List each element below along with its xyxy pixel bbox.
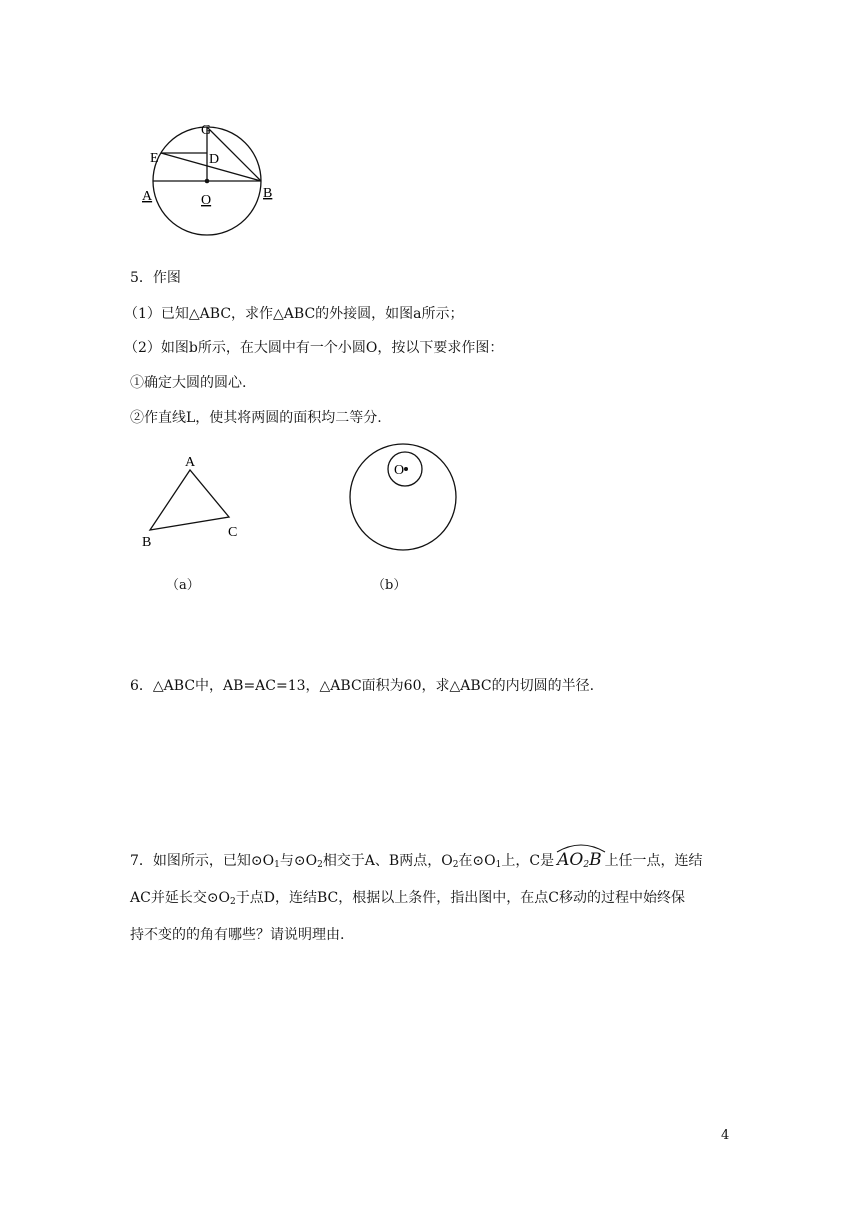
q5-part2: （2）如图b所示，在大圆中有一个小圆O，按以下要求作图：: [124, 340, 504, 356]
q7-s5: 2: [230, 897, 236, 907]
q7-t1: 7．如图所示，已知⊙O: [130, 853, 275, 869]
big-circle: [350, 444, 456, 550]
q7-s1: 1: [274, 860, 280, 870]
label-d: D: [209, 152, 220, 167]
q7-t3: 相交于A、B两点，O: [322, 853, 453, 869]
q7-t6: 上任一点，连结: [604, 853, 703, 869]
triangle-figure-a: [135, 450, 255, 550]
q5-part1: （1）已知△ABC，求作△ABC的外接圆，如图a所示；: [124, 306, 464, 322]
page-number: 4: [721, 1128, 730, 1143]
q7-s4: 1: [495, 860, 502, 870]
label-e: E: [150, 151, 159, 166]
q7-line2b: 于点D，连结BC，根据以上条件，指出图中，在点C移动的过程中始终保: [235, 890, 685, 906]
label-g: G: [201, 123, 212, 138]
q6-text: 6．△ABC中，AB=AC=13，△ABC面积为60，求△ABC的内切圆的半径.: [130, 678, 595, 694]
q5-title: 5．作图: [130, 270, 181, 286]
arc-ao2b: [557, 850, 601, 875]
q5-item1: ①确定大圆的圆心.: [130, 375, 247, 391]
q7-t5: 上，C是: [501, 853, 555, 869]
q7-s3: 2: [452, 860, 459, 870]
caption-a: （a）: [166, 578, 200, 593]
center-dot: [205, 179, 210, 184]
circle-figure-top: [135, 118, 285, 238]
label-tri-c: C: [228, 525, 238, 540]
caption-b: （b）: [372, 578, 407, 593]
arc-text-sub: 2: [583, 860, 590, 870]
label-o: O: [201, 193, 212, 208]
triangle-abc: [150, 470, 229, 530]
small-center-dot: [404, 467, 408, 471]
arc-mark-icon: [555, 841, 607, 853]
label-a: A: [142, 189, 153, 204]
arc-text-b: B: [589, 850, 602, 870]
label-tri-b: B: [142, 535, 152, 550]
q7-s2: 2: [317, 860, 323, 870]
q7-t2: 与⊙O: [279, 853, 318, 869]
circles-figure-b: [345, 440, 465, 555]
q7-line1: [130, 850, 740, 875]
arc-text-a: AO: [557, 850, 584, 870]
q5-item2: ②作直线L，使其将两圆的面积均二等分.: [130, 410, 382, 426]
q7-t4: 在⊙O: [458, 853, 496, 869]
label-small-o: O: [394, 463, 405, 478]
q7-line2a: AC并延长交⊙O: [130, 890, 231, 906]
q7-line3: 持不变的的角有哪些？请说明理由.: [130, 927, 345, 943]
label-tri-a: A: [185, 455, 196, 470]
label-b: B: [263, 186, 273, 201]
q7-line2: [130, 888, 740, 912]
